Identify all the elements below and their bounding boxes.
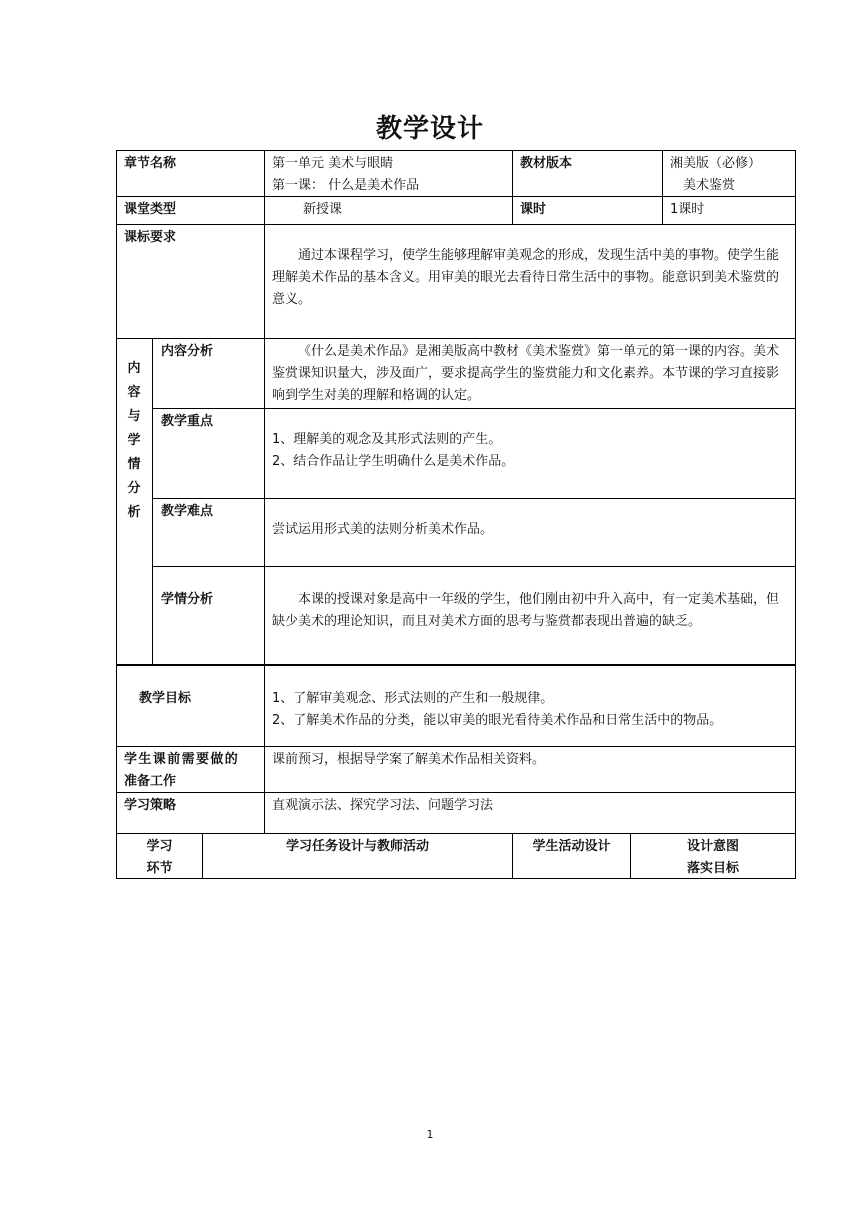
class-type-value: 新授课 xyxy=(264,196,512,224)
class-type-label: 课堂类型 xyxy=(116,196,264,224)
row-curriculum xyxy=(116,224,796,338)
row-goals xyxy=(116,665,796,746)
difficulty-paragraph: 尝试运用形式美的法则分析美术作品。 xyxy=(272,522,494,537)
row-strategy xyxy=(116,792,796,833)
key-points-label: 教学重点 xyxy=(152,408,264,498)
edition-value xyxy=(662,150,796,196)
row-difficulty xyxy=(152,498,796,566)
header-intent xyxy=(630,833,796,879)
row-chapter xyxy=(116,150,796,196)
goals-text xyxy=(264,665,796,746)
key-point-item: 2、结合作品让学生明确什么是美术作品。 xyxy=(272,454,515,469)
header-intent-line1: 设计意图 xyxy=(686,839,739,854)
curriculum-text xyxy=(264,224,796,338)
page-title: 教学设计 xyxy=(375,114,484,144)
key-points-text xyxy=(264,408,796,498)
key-point-item: 1、理解美的观念及其形式法则的产生。 xyxy=(272,432,502,447)
class-hours-value: 1课时 xyxy=(662,196,796,224)
edition-line2: 美术鉴赏 xyxy=(683,178,736,193)
student-analysis-paragraph: 本课的授课对象是高中一年级的学生，他们刚由初中升入高中，有一定美术基础，但缺少美术的理论知识，而且对美术方面的思考与鉴赏都表现出普遍的缺乏。 xyxy=(272,592,780,629)
edition-label: 教材版本 xyxy=(512,150,662,196)
header-stage xyxy=(116,833,202,879)
header-student-activity: 学生活动设计 xyxy=(512,833,630,879)
curriculum-paragraph: 通过本课程学习，使学生能够理解审美观念的形成，发现生活中美的事物。使学生能理解美术作品的基本含义。用审美的眼光去看待日常生活中的事物。能意识到美术鉴赏的意义。 xyxy=(272,248,780,307)
preparation-label-line2: 准备工作 xyxy=(124,774,177,789)
content-analysis-paragraph: 《什么是美术作品》是湘美版高中教材《美术鉴赏》第一单元的第一课的内容。美术鉴赏课知识量大，涉及面广，要求提高学生的鉴赏能力和文化素养。本节课的学习直接影响到学生对美的理解和格调的认定。 xyxy=(272,344,780,403)
student-analysis-label: 学情分析 xyxy=(152,566,264,665)
preparation-text: 课前预习，根据导学案了解美术作品相关资料。 xyxy=(264,746,796,792)
row-key-points xyxy=(152,408,796,498)
header-task: 学习任务设计与教师活动 xyxy=(202,833,512,879)
row-content-analysis xyxy=(152,338,796,408)
header-stage-line1: 学习 xyxy=(146,839,173,854)
strategy-text: 直观演示法、探究学习法、问题学习法 xyxy=(264,792,796,833)
row-student-analysis xyxy=(152,566,796,665)
chapter-label: 章节名称 xyxy=(116,150,264,196)
header-stage-line2: 环节 xyxy=(146,861,173,876)
strategy-label: 学习策略 xyxy=(116,792,264,833)
goal-item: 1、了解审美观念、形式法则的产生和一般规律。 xyxy=(272,691,554,706)
page-number: 1 xyxy=(426,1128,434,1141)
goal-item: 2、了解美术作品的分类，能以审美的眼光看待美术作品和日常生活中的物品。 xyxy=(272,713,723,728)
difficulty-label: 教学难点 xyxy=(152,498,264,566)
content-analysis-label: 内容分析 xyxy=(152,338,264,408)
student-analysis-text xyxy=(264,566,796,665)
preparation-label xyxy=(116,746,264,792)
content-analysis-text xyxy=(264,338,796,408)
chapter-line1: 第一单元 美术与眼睛 xyxy=(272,156,394,171)
row-activity-header xyxy=(116,833,796,879)
analysis-group-text: 内 容 与 学 情 分 析 xyxy=(127,361,141,520)
edition-line1: 湘美版（必修） xyxy=(670,156,762,171)
chapter-line2: 第一课： 什么是美术作品 xyxy=(272,178,420,193)
preparation-label-line1: 学生课前需要做的 xyxy=(124,752,240,767)
row-class-type xyxy=(116,196,796,224)
chapter-value xyxy=(264,150,512,196)
header-intent-line2: 落实目标 xyxy=(686,861,739,876)
class-hours-label: 课时 xyxy=(512,196,662,224)
goals-label: 教学目标 xyxy=(116,665,264,746)
difficulty-text xyxy=(264,498,796,566)
row-preparation xyxy=(116,746,796,792)
analysis-group-label xyxy=(116,338,152,665)
curriculum-label: 课标要求 xyxy=(116,224,264,338)
